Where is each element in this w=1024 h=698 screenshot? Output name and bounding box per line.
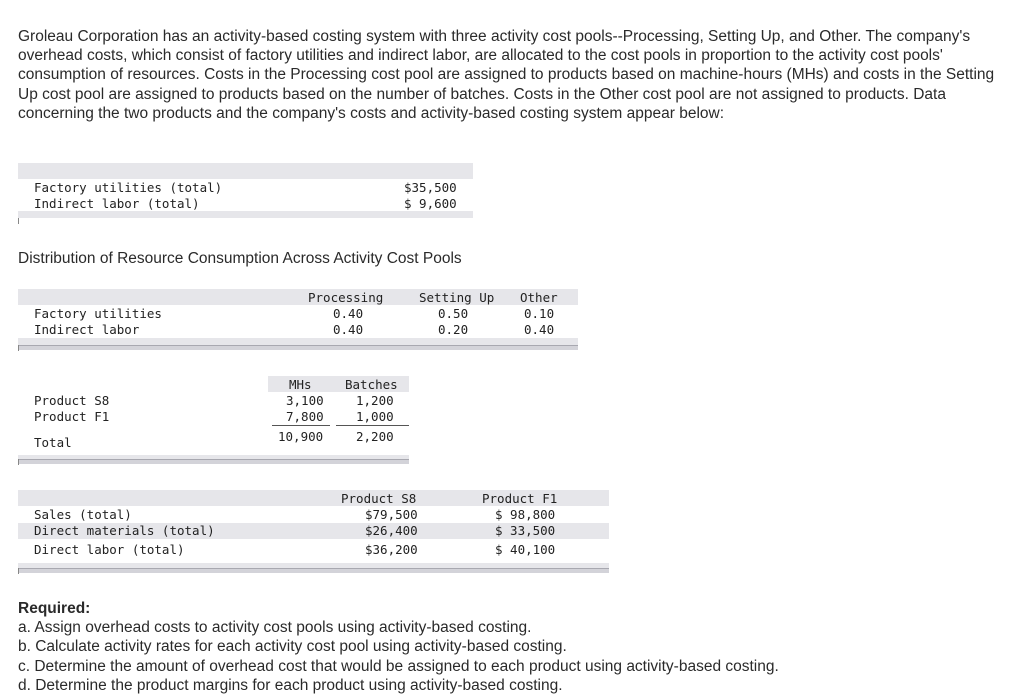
product-s8-direct-labor: $36,200: [365, 542, 418, 557]
header-setting-up: Setting Up: [419, 290, 495, 305]
dist-fu-other: 0.10: [524, 306, 555, 321]
cost-label-indirect-labor: Indirect labor (total): [34, 196, 200, 211]
dist-il-processing: 0.40: [333, 322, 364, 337]
required-item-b: b. Calculate activity rates for each activity cost pool using activity-based costing.: [18, 638, 567, 656]
product-f1-direct-materials: $ 33,500: [495, 523, 556, 538]
header-product-f1: Product F1: [482, 491, 558, 506]
header-processing: Processing: [308, 290, 384, 305]
required-title: Required:: [18, 600, 91, 617]
dist-fu-processing: 0.40: [333, 306, 364, 321]
product-label-direct-labor: Direct labor (total): [34, 542, 185, 557]
activity-f1-batches: 1,000: [356, 409, 394, 424]
header-product-s8: Product S8: [341, 491, 417, 506]
product-f1-sales: $ 98,800: [495, 507, 556, 522]
dist-il-other: 0.40: [524, 322, 555, 337]
activity-label-s8: Product S8: [34, 393, 110, 408]
required-item-c: c. Determine the amount of overhead cost that would be assigned to each product using activity-based costing.: [18, 657, 779, 675]
activity-total-mhs: 10,900: [278, 429, 324, 444]
cost-label-factory-utilities: Factory utilities (total): [34, 180, 223, 195]
distribution-heading: Distribution of Resource Consumption Across Activity Cost Pools: [18, 250, 462, 267]
product-s8-sales: $79,500: [365, 507, 418, 522]
activity-label-f1: Product F1: [34, 409, 110, 424]
product-label-sales: Sales (total): [34, 507, 132, 522]
product-f1-direct-labor: $ 40,100: [495, 542, 556, 557]
dist-label-indirect-labor: Indirect labor: [34, 322, 140, 337]
required-item-a: a. Assign overhead costs to activity cost pools using activity-based costing.: [18, 619, 532, 637]
activity-s8-mhs: 3,100: [286, 393, 324, 408]
cost-value-factory-utilities: $35,500: [404, 180, 457, 195]
dist-label-factory-utilities: Factory utilities: [34, 306, 162, 321]
dist-il-setting-up: 0.20: [438, 322, 469, 337]
header-other: Other: [520, 290, 558, 305]
activity-total-batches: 2,200: [356, 429, 394, 444]
product-s8-direct-materials: $26,400: [365, 523, 418, 538]
required-section: [18, 599, 779, 695]
header-mhs: MHs: [289, 377, 312, 392]
product-label-direct-materials: Direct materials (total): [34, 523, 215, 538]
activity-f1-mhs: 7,800: [286, 409, 324, 424]
required-item-d: d. Determine the product margins for each product using activity-based costing.: [18, 676, 563, 694]
cost-value-indirect-labor: $ 9,600: [404, 196, 457, 211]
activity-label-total: Total: [34, 435, 72, 450]
header-batches: Batches: [345, 377, 398, 392]
dist-fu-setting-up: 0.50: [438, 306, 469, 321]
activity-s8-batches: 1,200: [356, 393, 394, 408]
problem-intro: Groleau Corporation has an activity-based costing system with three activity cost pools--Processing, Setting Up, and Other. The company's overhead costs, which consist of factory utilities and indirect labor, are allocated to the cost pools in proportion to the activity cost pools' consumption of resources. Costs in the Processing cost pool are assigned to products based on machine-hours (MHs) and costs in the Setting Up cost pool are assigned to products based on the number of batches. Costs in the Other cost pool are not assigned to products. Data concerning the two products and the company's costs and activity-based costing system appear below:: [18, 28, 995, 122]
